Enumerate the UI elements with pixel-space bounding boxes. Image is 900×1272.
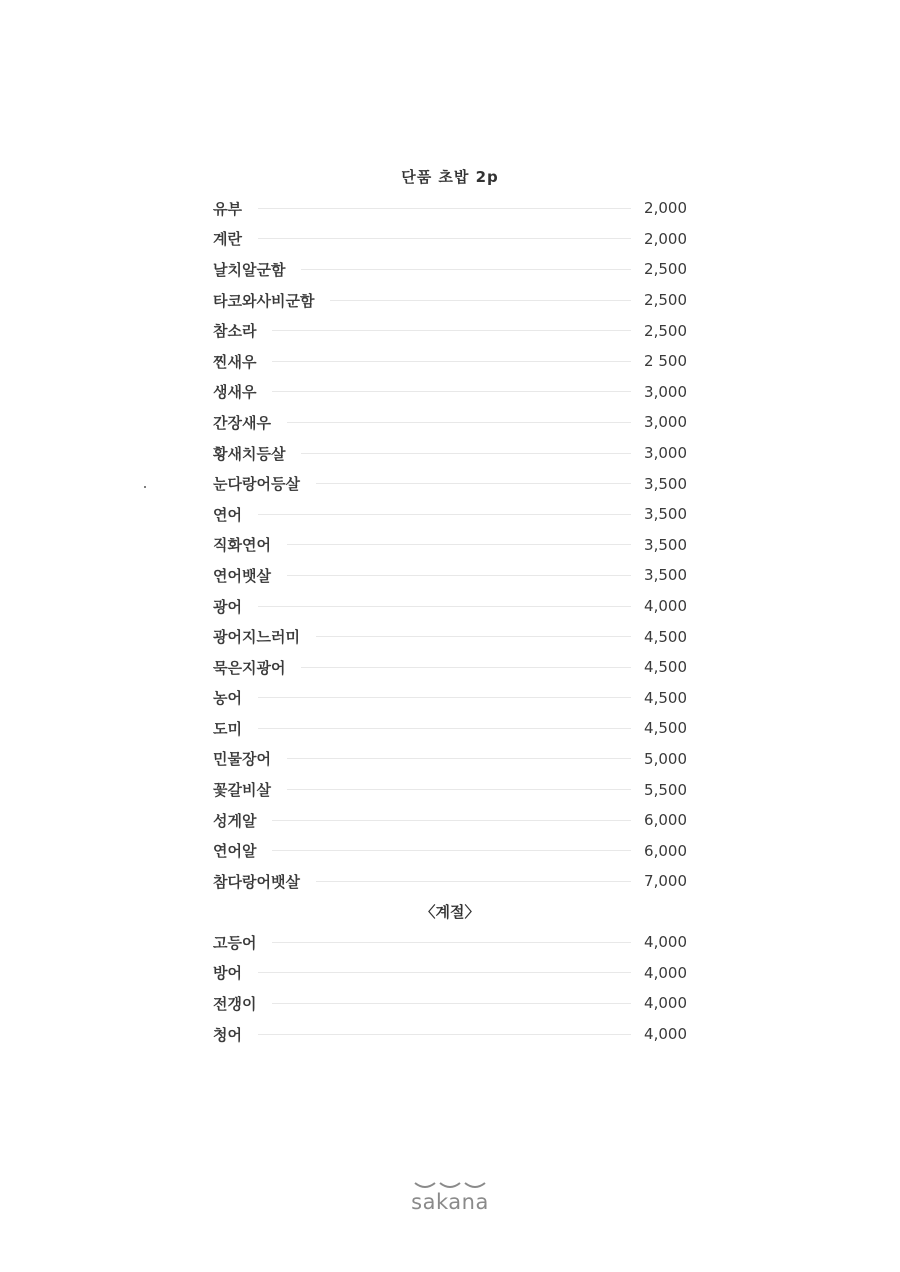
menu-item-name: 타코와사비군함 <box>213 291 315 310</box>
menu-item <box>213 560 687 591</box>
menu-list <box>213 193 687 897</box>
seasonal-title: 〈계절〉 <box>420 903 480 921</box>
menu-item-name: 참소라 <box>213 322 257 341</box>
menu-item <box>213 1019 687 1050</box>
menu-item-price: 4,500 <box>644 719 687 738</box>
dotted-leader <box>272 1003 631 1004</box>
menu-item-name: 고등어 <box>213 933 257 952</box>
menu-item-name: 황새치등살 <box>213 444 286 463</box>
menu-item <box>213 652 687 683</box>
dotted-leader <box>272 942 631 943</box>
menu-item-name: 농어 <box>213 689 242 708</box>
menu-item <box>213 530 687 561</box>
menu-item-price: 3,500 <box>644 535 687 554</box>
menu-item-name: 생새우 <box>213 383 257 402</box>
menu-item-name: 청어 <box>213 1025 242 1044</box>
dotted-leader <box>316 483 631 484</box>
menu-item-name: 도미 <box>213 719 242 738</box>
menu-item-price: 4,000 <box>644 963 687 982</box>
menu-item-name: 계란 <box>213 230 242 249</box>
brand-logo <box>0 1180 900 1214</box>
menu-item-price: 3,000 <box>644 444 687 463</box>
menu-item-price: 4,500 <box>644 658 687 677</box>
menu-item <box>213 377 687 408</box>
menu-item <box>213 224 687 255</box>
menu-item <box>213 774 687 805</box>
menu-item <box>213 254 687 285</box>
dotted-leader <box>258 514 631 515</box>
dotted-leader <box>287 422 631 423</box>
menu-item <box>213 805 687 836</box>
dotted-leader <box>258 972 631 973</box>
menu-item-price: 4,000 <box>644 597 687 616</box>
dotted-leader <box>258 728 631 729</box>
menu-item <box>213 988 687 1019</box>
menu-item-price: 7,000 <box>644 872 687 891</box>
menu-item-price: 3,000 <box>644 382 687 401</box>
dotted-leader <box>287 758 631 759</box>
dotted-leader <box>287 544 631 545</box>
dotted-leader <box>258 697 631 698</box>
menu-item-price: 4,000 <box>644 994 687 1013</box>
dotted-leader <box>301 269 631 270</box>
dotted-leader <box>330 300 631 301</box>
menu-item-price: 3,500 <box>644 566 687 585</box>
dotted-leader <box>272 361 631 362</box>
menu-item-name: 간장새우 <box>213 413 271 432</box>
menu-item <box>213 407 687 438</box>
menu-item-price: 5,000 <box>644 749 687 768</box>
menu-item-name: 연어뱃살 <box>213 566 271 585</box>
menu-item-price: 2 500 <box>644 352 687 371</box>
menu-item <box>213 744 687 775</box>
menu-item-price: 6,000 <box>644 811 687 830</box>
dotted-leader <box>272 820 631 821</box>
menu-item-name: 전갱이 <box>213 994 257 1013</box>
menu-item-price: 5,500 <box>644 780 687 799</box>
menu-item-price: 2,000 <box>644 199 687 218</box>
menu-item-name: 연어 <box>213 505 242 524</box>
dotted-leader <box>258 238 631 239</box>
menu-item-name: 찐새우 <box>213 352 257 371</box>
menu-item-name: 눈다랑어등살 <box>213 475 300 494</box>
menu-item-name: 광어 <box>213 597 242 616</box>
menu-item <box>213 499 687 530</box>
menu-item <box>213 713 687 744</box>
menu-item-name: 민물장어 <box>213 750 271 769</box>
dotted-leader <box>272 330 631 331</box>
menu-item-name: 참다랑어뱃살 <box>213 872 300 891</box>
menu-item <box>213 835 687 866</box>
menu-item <box>213 683 687 714</box>
dotted-leader <box>258 1034 631 1035</box>
menu-item-price: 2,500 <box>644 260 687 279</box>
dotted-leader <box>301 453 631 454</box>
dotted-leader <box>287 575 631 576</box>
menu-title: 단품 초밥 2p <box>401 168 499 186</box>
menu-item-name: 광어지느러미 <box>213 628 300 647</box>
dotted-leader <box>272 391 631 392</box>
menu-item-price: 3,500 <box>644 505 687 524</box>
menu-item <box>213 958 687 989</box>
menu-item-price: 6,000 <box>644 841 687 860</box>
menu-item <box>213 346 687 377</box>
menu-item-price: 4,000 <box>644 1025 687 1044</box>
menu-item <box>213 591 687 622</box>
dotted-leader <box>287 789 631 790</box>
menu-item <box>213 315 687 346</box>
menu-item <box>213 468 687 499</box>
dotted-leader <box>316 636 631 637</box>
menu-item <box>213 866 687 897</box>
menu-item-price: 2,000 <box>644 229 687 248</box>
brand-name: sakana <box>411 1190 489 1214</box>
menu-item-price: 2,500 <box>644 291 687 310</box>
dotted-leader <box>258 208 631 209</box>
menu-item-name: 방어 <box>213 964 242 983</box>
menu-item <box>213 285 687 316</box>
menu-item-price: 4,500 <box>644 688 687 707</box>
menu-item-name: 유부 <box>213 199 242 218</box>
menu-item <box>213 438 687 469</box>
menu-item-name: 묵은지광어 <box>213 658 286 677</box>
menu-item-price: 4,500 <box>644 627 687 646</box>
menu-item-price: 3,000 <box>644 413 687 432</box>
menu-item-price: 4,000 <box>644 933 687 952</box>
dotted-leader <box>301 667 631 668</box>
dotted-leader <box>258 606 631 607</box>
dotted-leader <box>316 881 631 882</box>
menu-item-name: 꽃갈비살 <box>213 781 271 800</box>
menu-item-name: 날치알군함 <box>213 260 286 279</box>
menu-item <box>213 193 687 224</box>
menu-item <box>213 927 687 958</box>
menu-item-price: 2,500 <box>644 321 687 340</box>
menu-item-price: 3,500 <box>644 474 687 493</box>
menu-item-name: 직화연어 <box>213 536 271 555</box>
menu-item-name: 연어알 <box>213 842 257 861</box>
menu-item <box>213 621 687 652</box>
stray-dot <box>144 486 146 488</box>
menu-item-name: 성게알 <box>213 811 257 830</box>
dotted-leader <box>272 850 631 851</box>
seasonal-list <box>213 927 687 1049</box>
